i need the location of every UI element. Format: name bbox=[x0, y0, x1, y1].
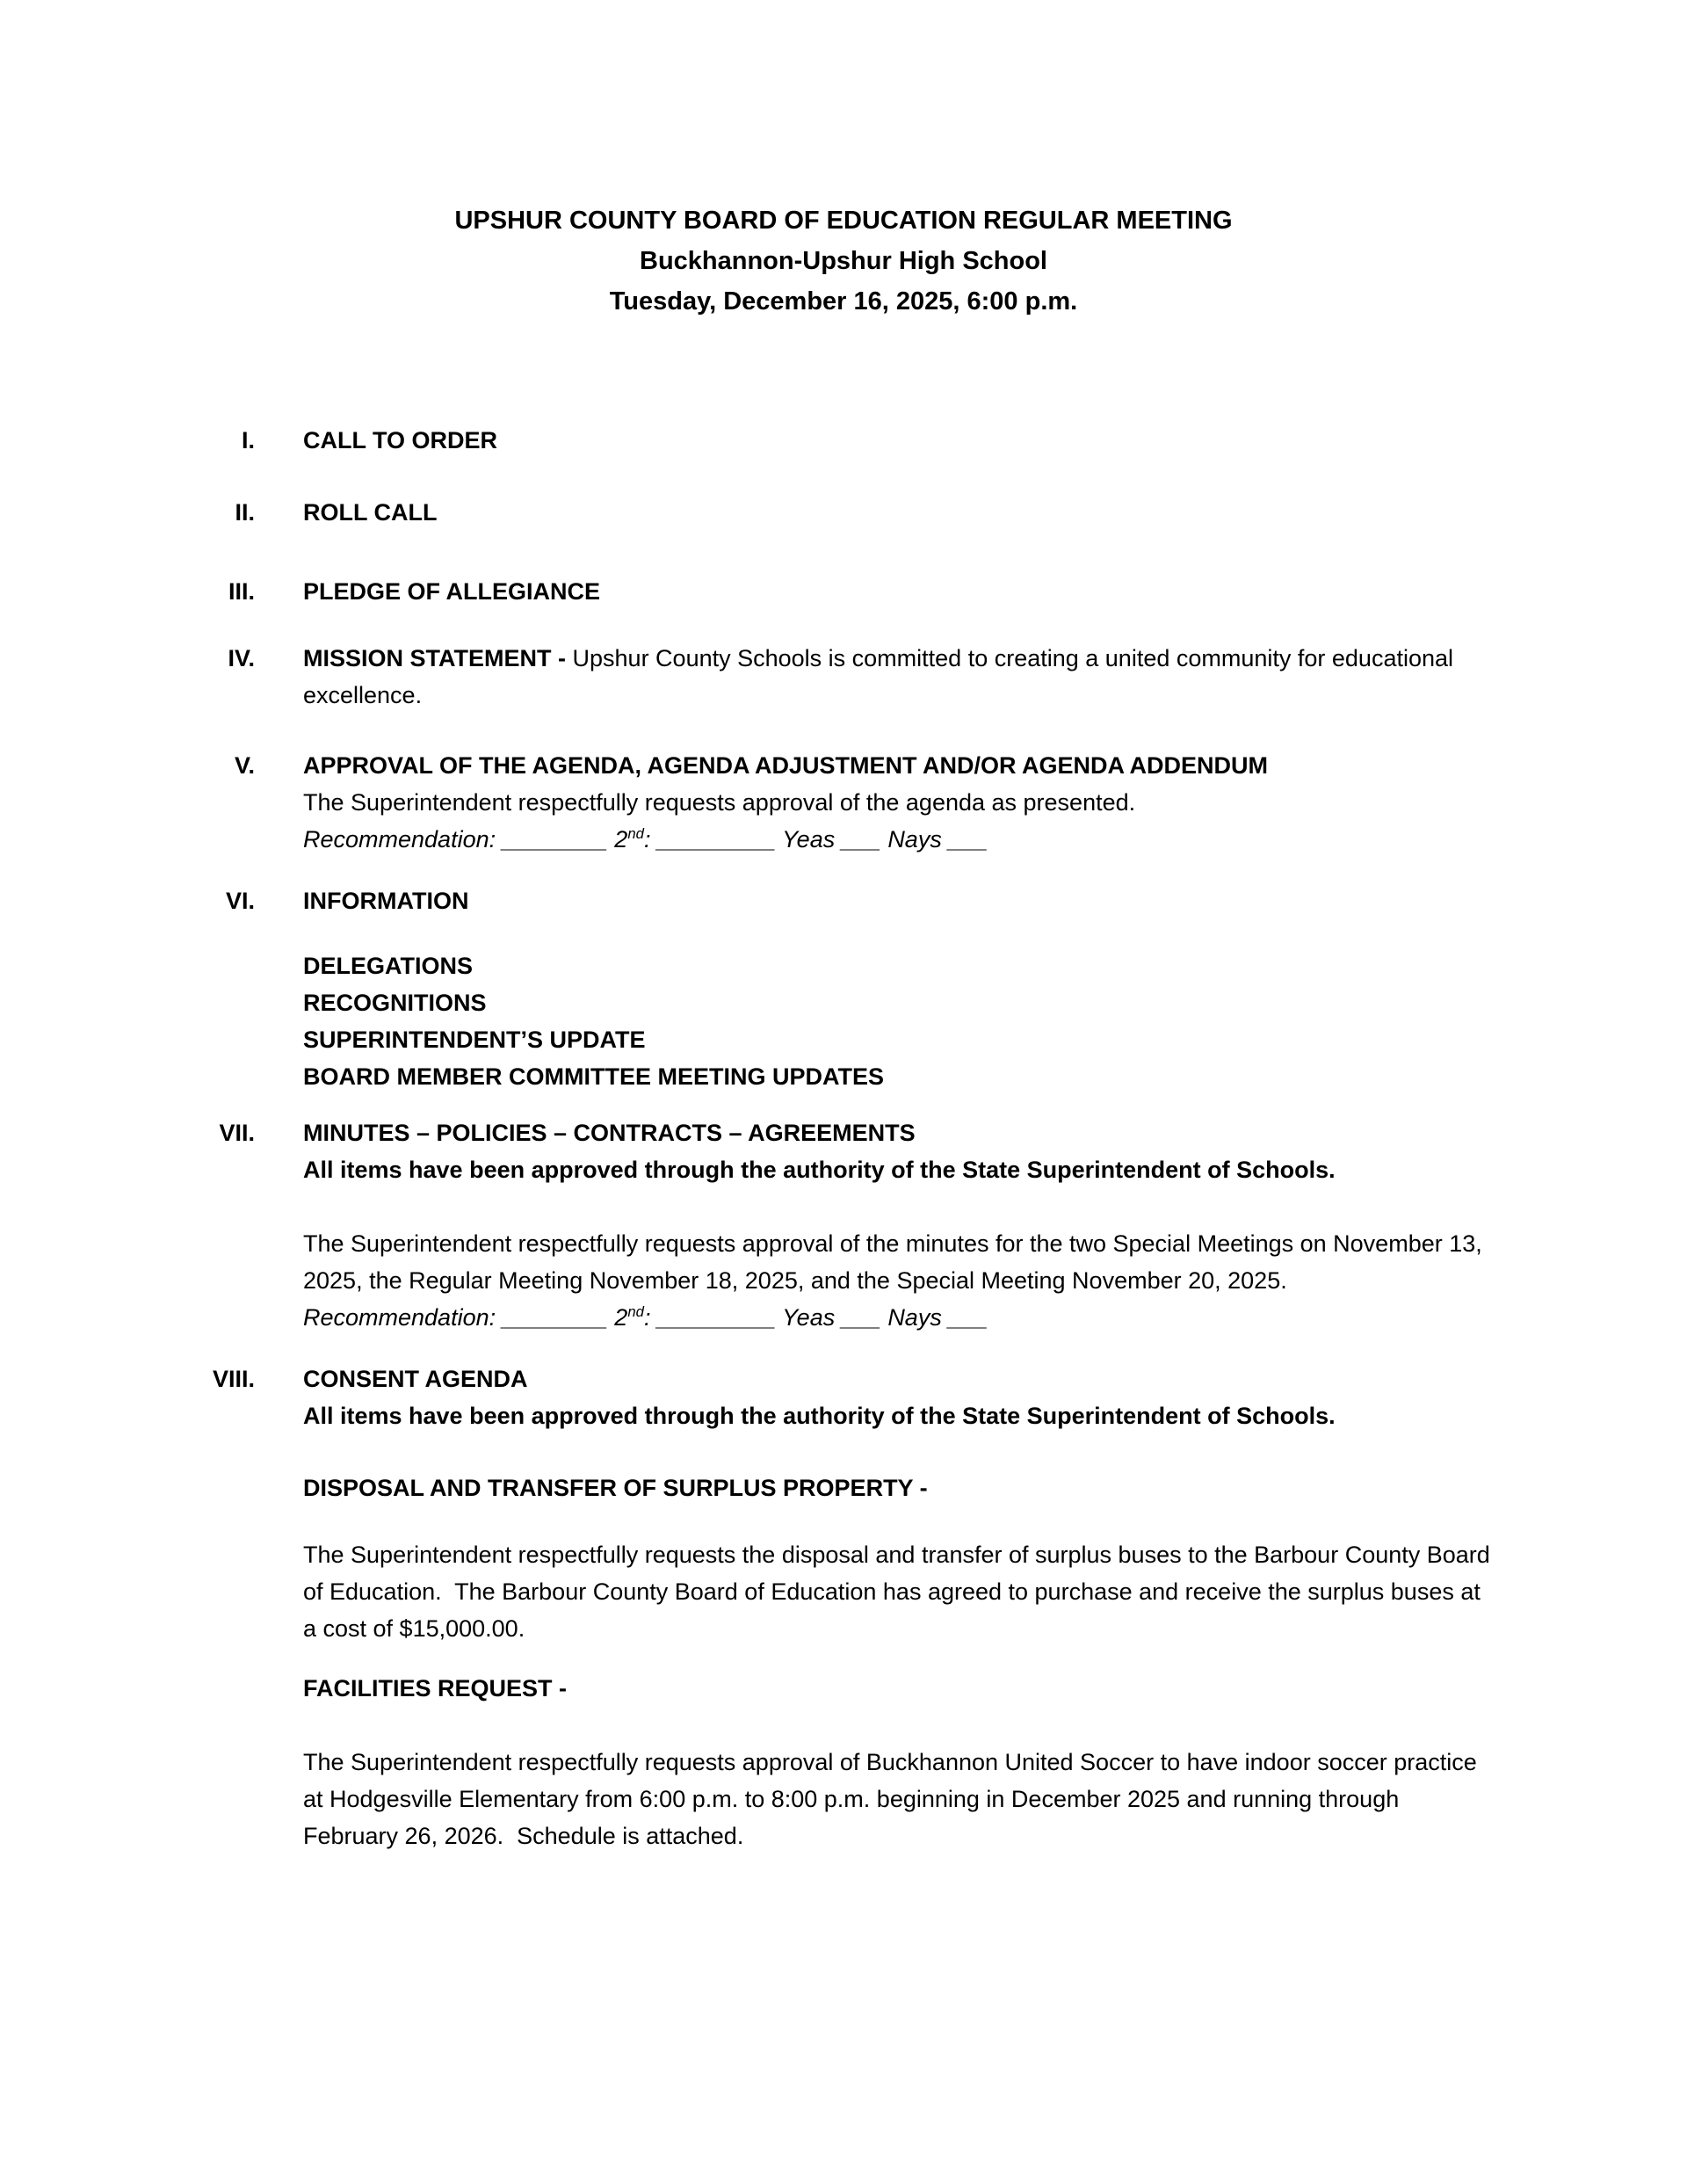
agenda-body bbox=[0, 422, 1687, 1854]
information-item-delegations: DELEGATIONS bbox=[303, 953, 474, 979]
section-numeral: II. bbox=[235, 499, 255, 526]
document-title: UPSHUR COUNTY BOARD OF EDUCATION REGULAR MEETING bbox=[454, 207, 1233, 235]
nays-label: Nays bbox=[887, 826, 942, 853]
section-content bbox=[303, 422, 1498, 459]
recommendation-line bbox=[303, 821, 1498, 858]
yeas-label: Yeas bbox=[782, 1304, 836, 1331]
second-colon: : bbox=[643, 826, 651, 853]
section-heading: APPROVAL OF THE AGENDA, AGENDA ADJUSTMENT AND/OR AGENDA ADDENDUM bbox=[303, 752, 1269, 779]
recommendation-line bbox=[303, 1299, 1498, 1336]
recommendation-label: Recommendation: bbox=[303, 826, 496, 853]
section-numeral: VI. bbox=[225, 888, 255, 914]
section-agenda-approval bbox=[0, 747, 1687, 858]
fill-in-blank: ___ bbox=[841, 1304, 881, 1331]
section-information bbox=[0, 882, 1687, 919]
section-paragraph: The Superintendent respectfully requests approval of the minutes for the two Special Meetings on November 13, 2025, the Regular Meeting November 18, 2025, and the Special Meeting November 20, 2025. bbox=[303, 1230, 1489, 1294]
section-numeral: VIII. bbox=[212, 1366, 255, 1392]
recommendation-label: Recommendation: bbox=[303, 1304, 496, 1331]
second-ordinal-suffix: nd bbox=[627, 825, 644, 842]
section-call-to-order bbox=[0, 422, 1687, 459]
section-minutes-policies-contracts-agreements bbox=[0, 1114, 1687, 1336]
section-numeral: VII. bbox=[219, 1120, 255, 1146]
second-ordinal-suffix: nd bbox=[627, 1303, 644, 1320]
information-sub-list bbox=[0, 947, 1687, 1095]
fill-in-blank: _________ bbox=[656, 826, 777, 853]
fill-in-blank: ___ bbox=[948, 826, 988, 853]
section-heading: INFORMATION bbox=[303, 888, 469, 914]
information-item-board-committee-updates: BOARD MEMBER COMMITTEE MEETING UPDATES bbox=[303, 1063, 884, 1090]
second-colon: : bbox=[643, 1304, 651, 1331]
mission-statement-text: Upshur County Schools is committed to creating a united community for educational excellence. bbox=[303, 645, 1454, 708]
section-heading: MISSION STATEMENT - bbox=[303, 645, 566, 671]
section-content bbox=[303, 747, 1498, 858]
fill-in-blank: _________ bbox=[656, 1304, 777, 1331]
information-item-recognitions: RECOGNITIONS bbox=[303, 990, 487, 1016]
section-heading: PLEDGE OF ALLEGIANCE bbox=[303, 578, 601, 605]
fill-in-blank: ________ bbox=[502, 826, 608, 853]
facilities-request-heading: FACILITIES REQUEST - bbox=[303, 1675, 568, 1701]
section-content bbox=[303, 494, 1498, 531]
fill-in-blank: ___ bbox=[841, 826, 881, 853]
section-pledge-of-allegiance bbox=[0, 573, 1687, 610]
section-heading: MINUTES – POLICIES – CONTRACTS – AGREEMENTS bbox=[303, 1120, 916, 1146]
section-content bbox=[303, 640, 1498, 714]
yeas-label: Yeas bbox=[782, 826, 836, 853]
section-roll-call bbox=[0, 494, 1687, 531]
second-label: 2 bbox=[614, 1304, 628, 1331]
section-numeral: I. bbox=[241, 427, 255, 453]
document-subtitle-location: Buckhannon-Upshur High School bbox=[640, 247, 1047, 275]
surplus-property-heading: DISPOSAL AND TRANSFER OF SURPLUS PROPERTY - bbox=[303, 1475, 928, 1501]
section-paragraph: The Superintendent respectfully requests approval of the agenda as presented. bbox=[303, 789, 1136, 816]
section-numeral: IV. bbox=[228, 645, 255, 671]
section-heading: ROLL CALL bbox=[303, 499, 438, 526]
second-label: 2 bbox=[614, 826, 628, 853]
fill-in-blank: ___ bbox=[948, 1304, 988, 1331]
section-heading: CONSENT AGENDA bbox=[303, 1366, 528, 1392]
section-numeral: V. bbox=[234, 752, 255, 779]
fill-in-blank: ________ bbox=[502, 1304, 608, 1331]
section-content bbox=[303, 947, 1498, 1095]
section-content bbox=[303, 1114, 1498, 1336]
facilities-request-paragraph: The Superintendent respectfully requests approval of Buckhannon United Soccer to have indoor soccer practice at Hodgesville Elementary from 6:00 p.m. to 8:00 p.m. beginning in December 2025 and running through February 26, 2026. Schedule is attached. bbox=[303, 1749, 1484, 1849]
document-header bbox=[0, 0, 1687, 322]
section-content bbox=[303, 573, 1498, 610]
section-heading: CALL TO ORDER bbox=[303, 427, 498, 453]
information-item-superintendents-update: SUPERINTENDENT’S UPDATE bbox=[303, 1027, 646, 1053]
document-subtitle-datetime: Tuesday, December 16, 2025, 6:00 p.m. bbox=[609, 287, 1078, 316]
section-note: All items have been approved through the authority of the State Superintendent of Schools. bbox=[303, 1157, 1336, 1183]
mission-statement-line bbox=[303, 640, 1498, 714]
section-numeral: III. bbox=[228, 578, 255, 605]
section-note: All items have been approved through the authority of the State Superintendent of Schools. bbox=[303, 1403, 1336, 1429]
surplus-property-paragraph: The Superintendent respectfully requests the disposal and transfer of surplus buses to the Barbour County Board of Education. The Barbour County Board of Education has agreed to purchase and receive the surplus buses at a cost of $15,000.00. bbox=[303, 1542, 1497, 1642]
section-content bbox=[303, 1360, 1498, 1854]
nays-label: Nays bbox=[887, 1304, 942, 1331]
section-consent-agenda bbox=[0, 1360, 1687, 1854]
section-content bbox=[303, 882, 1498, 919]
section-mission-statement bbox=[0, 640, 1687, 714]
